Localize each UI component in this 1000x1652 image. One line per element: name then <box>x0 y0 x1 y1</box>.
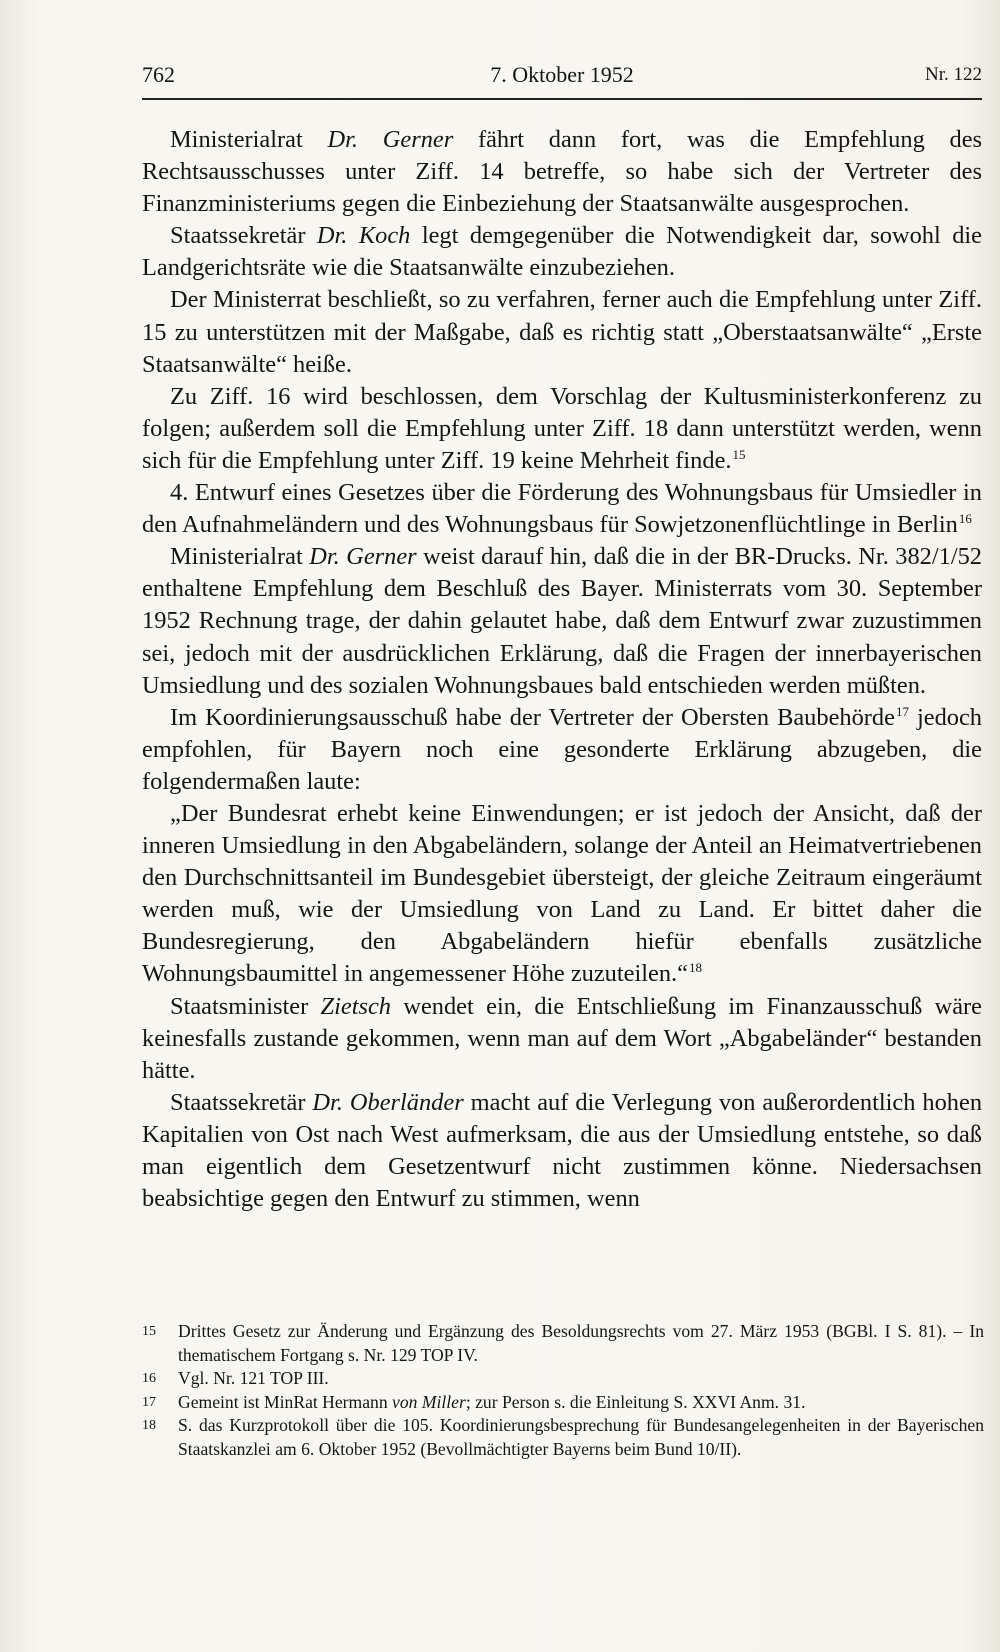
quoted-paragraph <box>142 798 982 991</box>
footnote-number: 17 <box>142 1394 156 1410</box>
footnote-number: 16 <box>142 1371 156 1386</box>
text-segment: Ministerialrat <box>170 126 328 153</box>
text-segment: Zu Ziff. 16 wird beschlossen, dem Vorschlag der Kultusministerkonferenz zu folgen; außerdem soll die Empfehlung unter Ziff. 18 dann unterstützt werden, wenn sich für die Empfehlung unter Ziff. 19 keine Mehrheit finde. <box>142 382 982 474</box>
text-segment: ; zur Person s. die Einleitung S. XXVI Anm. 31. <box>465 1391 806 1412</box>
footnotes-section <box>142 1320 984 1461</box>
footnote-reference: 18 <box>688 960 702 976</box>
text-segment: Im Koordinierungsausschuß habe der Vertreter der Obersten Baubehörde <box>170 703 895 731</box>
footnote <box>142 1414 984 1461</box>
text-segment: wendet ein, die Entschließung im Finanzausschuß wäre keinesfalls zustande gekommen, wenn man auf dem Wort „Abgabeländer“ bestanden hätte. <box>142 992 982 1084</box>
text-segment: Staatsminister <box>170 992 321 1020</box>
text-segment: legt demgegenüber die Notwendigkeit dar, sowohl die Landgerichtsräte wie die Staatsanwälte einzubeziehen. <box>142 222 982 282</box>
paragraph <box>142 702 982 798</box>
text-segment: „Der Bundesrat erhebt keine Einwendungen; er ist jedoch der Ansicht, daß der inneren Umsiedlung in den Abgabeländern, solange der Anteil an Heimatvertriebenen den Durchschnittsanteil im Bundesgebiet übersteigt, der gleiche Zeitraum eingeräumt werden muß, wie der Umsiedlung von Land zu Land. Er bittet daher die Bundesregierung, den Abgabeländern hiefür ebenfalls zusätzliche Wohnungsbaumittel in angemessener Höhe zuzuteilen.“ <box>142 799 982 988</box>
footnote-reference: 17 <box>895 703 909 719</box>
text-segment: Der Ministerrat beschließt, so zu verfahren, ferner auch die Empfehlung unter Ziff. 15 zu unterstützen mit der Maßgabe, daß es richtig statt „Oberstaatsanwälte“ „Erste Staatsanwälte“ heiße. <box>142 286 982 378</box>
text-segment: weist darauf hin, daß die in der BR-Drucks. Nr. 382/1/52 enthaltene Empfehlung dem Beschluß des Bayer. Ministerrats vom 30. September 1952 Rechnung trage, der dahin gelautet habe, daß dem Entwurf zwar zuzustimmen sei, jedoch mit der ausdrücklichen Erklärung, daß die Fragen der innerbayerischen Umsiedlung und des sozialen Wohnungsbaues bald entschieden werden müßten. <box>142 543 982 699</box>
footnote <box>142 1320 984 1367</box>
italic-name: Dr. Koch <box>316 222 411 250</box>
paragraph <box>142 477 982 541</box>
text-segment: fährt dann fort, was die Empfehlung des Rechtsausschusses unter Ziff. 14 betreffe, so habe sich der Vertreter des Finanzministeriums gegen die Einbeziehung der Staatsanwälte ausgesprochen. <box>142 126 983 218</box>
document-number: Nr. 122 <box>925 64 982 85</box>
text-segment: 4. Entwurf eines Gesetzes über die Förderung des Wohnungsbaus für Umsiedler in den Aufnahmeländern und des Wohnungsbaus für Sowjetzonenflüchtlinge in Berlin <box>142 479 982 539</box>
paragraph <box>142 991 982 1087</box>
italic-name: von Miller <box>392 1391 466 1412</box>
text-segment: S. das Kurzprotokoll über die 105. Koordinierungsbesprechung für Bundesangelegenheiten in der Bayerischen Staatskanzlei am 6. Oktober 1952 (Bevollmächtigter Bayerns beim Bund 10/II). <box>178 1415 984 1459</box>
paragraph <box>142 124 982 220</box>
footnote-reference: 15 <box>732 446 746 462</box>
page-header <box>142 60 982 100</box>
footnote-reference: 16 <box>958 511 972 527</box>
header-date: 7. Oktober 1952 <box>490 62 634 87</box>
footnote-number: 18 <box>142 1418 156 1433</box>
footnote <box>142 1367 984 1391</box>
italic-name: Dr. Gerner <box>309 543 417 571</box>
footnote <box>142 1391 984 1415</box>
paragraph <box>142 220 982 284</box>
paragraph <box>142 1087 982 1215</box>
text-segment: Staatssekretär <box>170 1088 313 1116</box>
text-segment: Staatssekretär <box>170 222 317 250</box>
text-segment: Vgl. Nr. 121 TOP III. <box>178 1368 329 1388</box>
paragraph <box>142 541 982 701</box>
text-segment: macht auf die Verlegung von außerordentlich hohen Kapitalien von Ost nach West aufmerksam, die aus der Umsiedlung entstehe, so daß man eigentlich dem Gesetzentwurf nicht zustimmen könne. Niedersachsen beabsichtige gegen den Entwurf zu stimmen, wenn <box>142 1088 983 1213</box>
paragraph <box>142 284 982 380</box>
paragraph <box>142 381 982 477</box>
italic-name: Zietsch <box>320 992 392 1020</box>
text-segment: Ministerialrat <box>170 543 310 571</box>
text-segment: Gemeint ist MinRat Hermann <box>178 1391 393 1412</box>
page-number: 762 <box>142 62 175 87</box>
italic-name: Dr. Oberländer <box>312 1088 464 1116</box>
italic-name: Dr. Gerner <box>327 126 454 153</box>
main-text <box>142 124 982 1215</box>
text-segment: jedoch empfohlen, für Bayern noch eine gesonderte Erklärung abzugeben, die folgendermaßen laute: <box>142 703 982 795</box>
footnote-number: 15 <box>142 1324 156 1339</box>
text-segment: Drittes Gesetz zur Änderung und Ergänzung des Besoldungsrechts vom 27. März 1953 (BGBl. I S. 81). – In thematischem Fortgang s. Nr. 129 TOP IV. <box>178 1321 984 1365</box>
header-divider <box>142 98 982 100</box>
